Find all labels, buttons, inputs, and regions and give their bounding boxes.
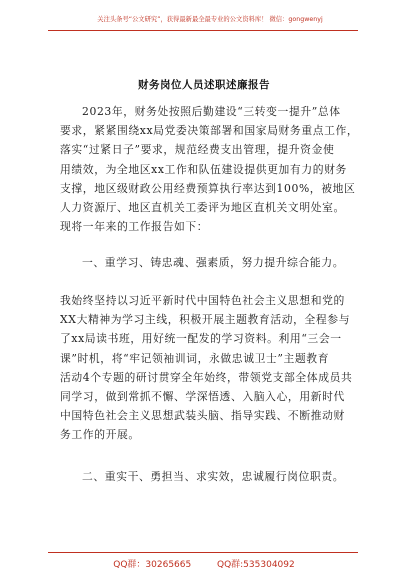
text-line: 用绩效，为全地区xx工作和队伍建设提供更加有力的财务 xyxy=(60,162,347,176)
section-heading-2 xyxy=(60,467,350,486)
text-line: 中国特色社会主义思想武装头脑、指导实践、不断推动财 xyxy=(60,409,345,423)
text-line: 要求，紧紧围绕xx局党委决策部署和国家局财务重点工作， xyxy=(60,124,359,138)
section-heading-1 xyxy=(60,253,350,272)
text-line: 课”时机，将“牢记领袖训词，永做忠诚卫士”主题教育 xyxy=(60,351,330,365)
section-heading-text: 二、重实干、勇担当、求实效，忠诚履行岗位职责。 xyxy=(82,470,345,483)
text-line: 落实“过紧日子”要求，规范经费支出管理，提升资金使 xyxy=(60,143,335,157)
document-title: 财务岗位人员述职述廉报告 xyxy=(138,79,270,91)
footer-qq-group-1: QQ群：30265665 xyxy=(113,560,192,570)
text-line: 我始终坚持以习近平新时代中国特色社会主义思想和党的 xyxy=(60,294,345,307)
text-line: XX大精神为学习主线，积极开展主题教育活动，全程参与 xyxy=(60,313,351,327)
footer-qq-group-2: QQ群:535304092 xyxy=(216,560,295,570)
text-line: 支撑，地区级财政公用经费预算执行率达到100%，被地区 xyxy=(60,181,356,195)
text-line: 务工作的开展。 xyxy=(60,428,140,442)
paragraph-study xyxy=(60,291,353,445)
section-heading-text: 一、重学习、铸忠魂、强素质，努力提升综合能力。 xyxy=(82,256,345,269)
text-line: 2023年，财务处按照后勤建设“三转变一提升”总体 xyxy=(82,105,341,118)
text-line: 现将一年来的工作报告如下： xyxy=(60,220,209,234)
header-notice: 关注头条号“公文研究”，获得最新最全最专业的公文资料库！ 微信：gongwenyj xyxy=(97,16,323,23)
text-line: 了xx局读书班，用好统一配发的学习资料。利用“三会一 xyxy=(60,332,342,346)
footer-contacts xyxy=(0,557,408,570)
text-line: 活动4个专题的研讨贯穿全年始终，带领党支部全体成员共 xyxy=(60,370,353,384)
text-line: 同学习，做到常抓不懈、学深悟透、入脑入心，用新时代 xyxy=(60,389,345,403)
footer-divider xyxy=(48,552,358,553)
header-divider xyxy=(48,30,358,31)
text-line: 人力资源厅、地区直机关工委评为地区直机关文明处室。 xyxy=(60,200,345,214)
paragraph-intro xyxy=(60,102,359,236)
